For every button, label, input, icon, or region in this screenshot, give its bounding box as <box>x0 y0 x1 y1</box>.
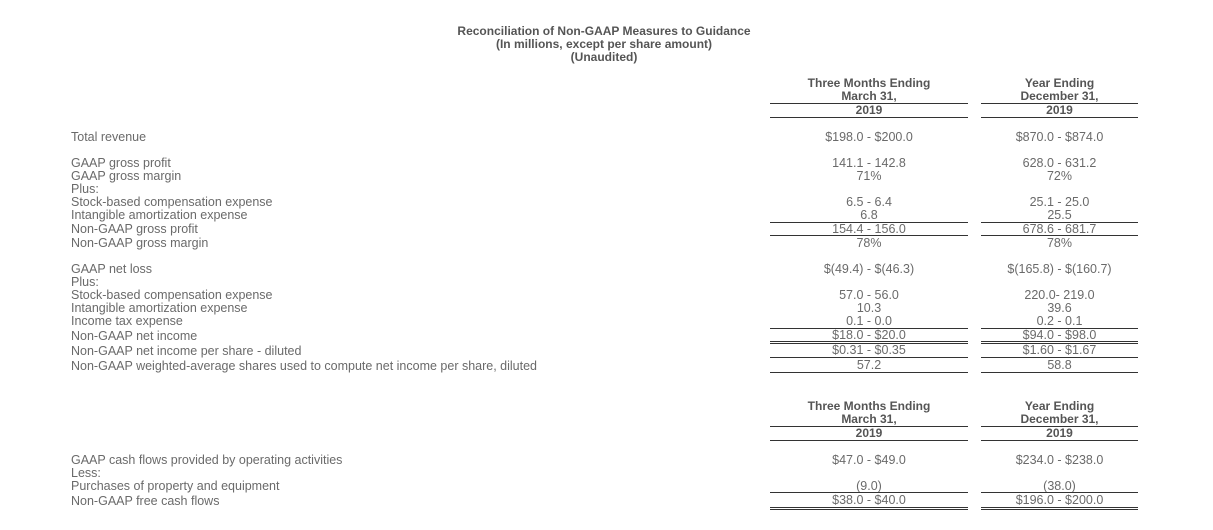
row-label: Stock-based compensation expense <box>71 195 273 209</box>
col2-header-year: 2019 <box>1046 103 1073 117</box>
total-rule <box>770 507 968 508</box>
row-label: Intangible amortization expense <box>71 208 248 222</box>
total-rule <box>981 341 1138 342</box>
row-value-col2: 78% <box>1046 236 1073 250</box>
row-label: Non-GAAP net income <box>71 329 198 343</box>
report-subtitle-unaudited: (Unaudited) <box>570 50 638 64</box>
col1-header-rule-bottom <box>770 117 968 118</box>
row-value-col2: 58.8 <box>1047 358 1072 372</box>
row-label: Non-GAAP net income per share - diluted <box>71 344 302 358</box>
col2-header-date: December 31, <box>1020 412 1099 426</box>
row-value-col1: 6.8 <box>860 208 878 222</box>
col1-header-date: March 31, <box>841 89 897 103</box>
row-value-col1: $198.0 - $200.0 <box>825 130 913 144</box>
col1-header-period: Three Months Ending <box>807 76 931 90</box>
row-value-col2: 678.6 - 681.7 <box>1022 222 1097 236</box>
row-value-col1: 78% <box>856 236 882 250</box>
row-value-col2: 628.0 - 631.2 <box>1022 156 1097 170</box>
row-label: Plus: <box>71 182 99 196</box>
row-label: Non-GAAP gross profit <box>71 222 198 236</box>
row-value-col2: 25.1 - 25.0 <box>1029 195 1090 209</box>
row-value-col1: 141.1 - 142.8 <box>832 156 906 170</box>
col1-header-year: 2019 <box>855 103 883 117</box>
row-value-col2: $94.0 - $98.0 <box>1022 328 1097 342</box>
row-value-col1: $(49.4) - $(46.3) <box>823 262 915 276</box>
row-label: GAAP gross margin <box>71 169 182 183</box>
row-value-col2: $1.60 - $1.67 <box>1022 343 1097 357</box>
row-value-col1: $38.0 - $40.0 <box>832 493 906 507</box>
row-label: Income tax expense <box>71 314 183 328</box>
row-value-col1: 6.5 - 6.4 <box>846 195 892 209</box>
col2-header-period: Year Ending <box>1024 399 1095 413</box>
row-value-col1: (9.0) <box>856 479 882 493</box>
total-rule <box>981 507 1138 508</box>
row-value-col2: 25.5 <box>1047 208 1072 222</box>
col2-header-rule-bottom <box>981 117 1138 118</box>
row-value-col2: 220.0- 219.0 <box>1024 288 1095 302</box>
total-rule <box>770 341 968 342</box>
row-value-col1: $47.0 - $49.0 <box>832 453 906 467</box>
row-value-col1: $18.0 - $20.0 <box>832 328 906 342</box>
report-title: Reconciliation of Non-GAAP Measures to Guidance <box>457 24 751 38</box>
row-label: Total revenue <box>71 130 147 144</box>
row-value-col1: 0.1 - 0.0 <box>846 314 892 328</box>
row-value-col2: $(165.8) - $(160.7) <box>1007 262 1112 276</box>
row-value-col2: $196.0 - $200.0 <box>1015 493 1104 507</box>
row-label: Non-GAAP free cash flows <box>71 494 220 508</box>
row-label: Less: <box>71 466 101 480</box>
row-label: Purchases of property and equipment <box>71 479 280 493</box>
row-value-col2: 0.2 - 0.1 <box>1036 314 1083 328</box>
row-value-col1: 71% <box>856 169 882 183</box>
row-value-col1: 57.2 <box>856 358 882 372</box>
row-label: Non-GAAP weighted-average shares used to compute net income per share, diluted <box>71 359 538 373</box>
row-label: Plus: <box>71 275 99 289</box>
row-label: Stock-based compensation expense <box>71 288 273 302</box>
col2-header-year: 2019 <box>1046 426 1073 440</box>
row-value-col1: $0.31 - $0.35 <box>832 343 906 357</box>
row-value-col1: 154.4 - 156.0 <box>832 222 906 236</box>
col2-header-rule-bottom <box>981 440 1138 441</box>
col2-header-date: December 31, <box>1020 89 1099 103</box>
row-label: Non-GAAP gross margin <box>71 236 209 250</box>
col1-header-rule-bottom <box>770 440 968 441</box>
row-value-col1: 10.3 <box>856 301 882 315</box>
row-value-col2: $870.0 - $874.0 <box>1015 130 1104 144</box>
row-value-col2: (38.0) <box>1043 479 1076 493</box>
row-label: GAAP net loss <box>71 262 153 276</box>
total-rule <box>981 509 1138 510</box>
row-value-col2: 39.6 <box>1047 301 1072 315</box>
col2-header-period: Year Ending <box>1024 76 1095 90</box>
row-label: Intangible amortization expense <box>71 301 248 315</box>
report-subtitle-units: (In millions, except per share amount) <box>495 37 713 51</box>
col1-header-year: 2019 <box>855 426 883 440</box>
row-value-col2: $234.0 - $238.0 <box>1015 453 1104 467</box>
row-label: GAAP cash flows provided by operating activities <box>71 453 343 467</box>
col1-header-date: March 31, <box>841 412 897 426</box>
total-rule <box>770 509 968 510</box>
row-value-col1: 57.0 - 56.0 <box>839 288 899 302</box>
row-value-col2: 72% <box>1046 169 1073 183</box>
col1-header-period: Three Months Ending <box>807 399 931 413</box>
total-rule <box>770 372 968 373</box>
total-rule <box>981 372 1138 373</box>
row-label: GAAP gross profit <box>71 156 171 170</box>
